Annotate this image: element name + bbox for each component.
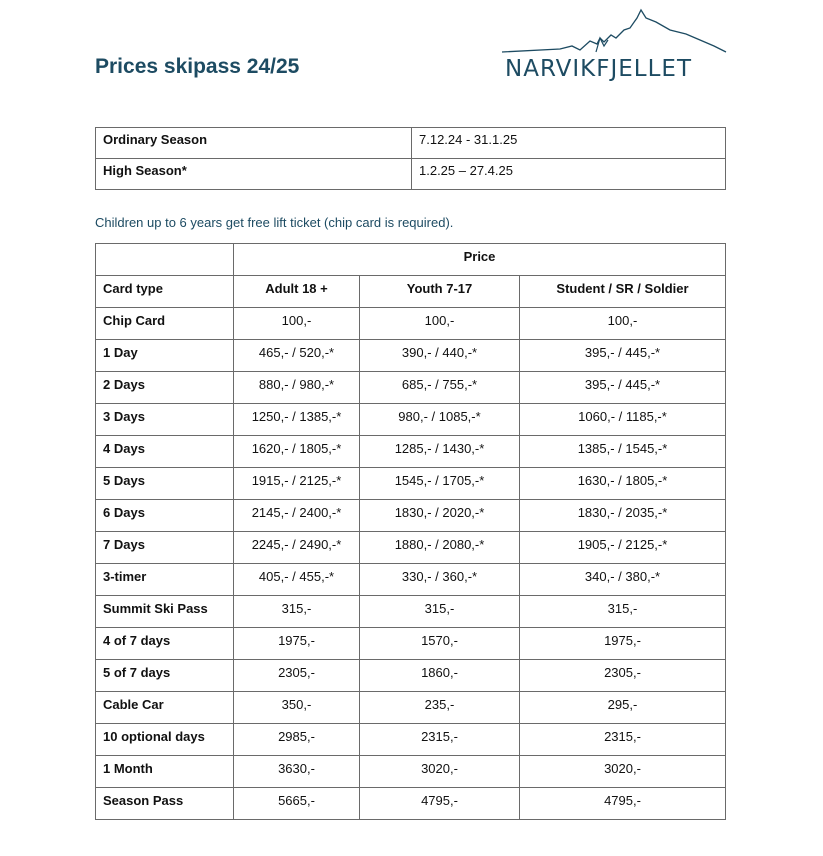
table-row [96,340,726,372]
adult-header: Adult 18 + [234,276,360,308]
price-header: Price [234,244,726,276]
table-row [96,692,726,724]
youth-price: 390,- / 440,-* [360,340,520,372]
adult-price: 350,- [234,692,360,724]
student-price: 315,- [520,596,726,628]
youth-price: 1570,- [360,628,520,660]
student-price: 2305,- [520,660,726,692]
empty-header-cell [96,244,234,276]
adult-price: 880,- / 980,-* [234,372,360,404]
price-header-row [96,244,726,276]
row-label: Cable Car [96,692,234,724]
student-price: 395,- / 445,-* [520,340,726,372]
youth-price: 330,- / 360,-* [360,564,520,596]
student-price: 1830,- / 2035,-* [520,500,726,532]
logo-text: NARVIKFJELLET [505,56,693,82]
row-label: Chip Card [96,308,234,340]
row-label: 4 Days [96,436,234,468]
table-row [96,628,726,660]
adult-price: 1620,- / 1805,-* [234,436,360,468]
row-label: 4 of 7 days [96,628,234,660]
row-label: Summit Ski Pass [96,596,234,628]
season-table [95,127,726,190]
youth-price: 2315,- [360,724,520,756]
student-price: 100,- [520,308,726,340]
row-label: 1 Month [96,756,234,788]
student-price: 1630,- / 1805,-* [520,468,726,500]
table-row [96,308,726,340]
table-row [96,660,726,692]
adult-price: 1250,- / 1385,-* [234,404,360,436]
row-label: 1 Day [96,340,234,372]
youth-price: 1830,- / 2020,-* [360,500,520,532]
table-row [96,436,726,468]
student-price: 1975,- [520,628,726,660]
adult-price: 2305,- [234,660,360,692]
row-label: 7 Days [96,532,234,564]
youth-header: Youth 7-17 [360,276,520,308]
price-table [95,243,726,820]
adult-price: 465,- / 520,-* [234,340,360,372]
student-price: 3020,- [520,756,726,788]
youth-price: 315,- [360,596,520,628]
student-price: 1905,- / 2125,-* [520,532,726,564]
adult-price: 2145,- / 2400,-* [234,500,360,532]
row-label: 10 optional days [96,724,234,756]
table-row [96,596,726,628]
table-row [96,788,726,820]
season-dates: 1.2.25 – 27.4.25 [412,159,726,190]
adult-price: 405,- / 455,-* [234,564,360,596]
page-title: Prices skipass 24/25 [95,55,300,78]
table-row [96,724,726,756]
youth-price: 685,- / 755,-* [360,372,520,404]
student-price: 1385,- / 1545,-* [520,436,726,468]
youth-price: 235,- [360,692,520,724]
row-label: 2 Days [96,372,234,404]
adult-price: 100,- [234,308,360,340]
table-row [96,756,726,788]
row-label: 6 Days [96,500,234,532]
student-price: 395,- / 445,-* [520,372,726,404]
season-row [96,128,726,159]
student-price: 4795,- [520,788,726,820]
table-row [96,372,726,404]
adult-price: 3630,- [234,756,360,788]
column-header-row [96,276,726,308]
youth-price: 3020,- [360,756,520,788]
season-row [96,159,726,190]
youth-price: 1545,- / 1705,-* [360,468,520,500]
adult-price: 5665,- [234,788,360,820]
adult-price: 2245,- / 2490,-* [234,532,360,564]
youth-price: 980,- / 1085,-* [360,404,520,436]
student-price: 2315,- [520,724,726,756]
student-price: 1060,- / 1185,-* [520,404,726,436]
row-label: 3 Days [96,404,234,436]
table-row [96,532,726,564]
youth-price: 100,- [360,308,520,340]
youth-price: 1880,- / 2080,-* [360,532,520,564]
adult-price: 2985,- [234,724,360,756]
table-row [96,500,726,532]
student-price: 340,- / 380,-* [520,564,726,596]
student-header: Student / SR / Soldier [520,276,726,308]
row-label: Season Pass [96,788,234,820]
adult-price: 315,- [234,596,360,628]
season-dates: 7.12.24 - 31.1.25 [412,128,726,159]
table-row [96,468,726,500]
row-label: 5 of 7 days [96,660,234,692]
adult-price: 1975,- [234,628,360,660]
student-price: 295,- [520,692,726,724]
adult-price: 1915,- / 2125,-* [234,468,360,500]
mountain-icon [500,8,728,58]
season-label: Ordinary Season [96,128,412,159]
row-label: 5 Days [96,468,234,500]
narvikfjellet-logo [500,8,728,84]
row-label: 3-timer [96,564,234,596]
table-row [96,404,726,436]
youth-price: 4795,- [360,788,520,820]
youth-price: 1860,- [360,660,520,692]
children-note: Children up to 6 years get free lift ticket (chip card is required). [95,215,454,230]
youth-price: 1285,- / 1430,-* [360,436,520,468]
season-label: High Season* [96,159,412,190]
card-type-header: Card type [96,276,234,308]
table-row [96,564,726,596]
